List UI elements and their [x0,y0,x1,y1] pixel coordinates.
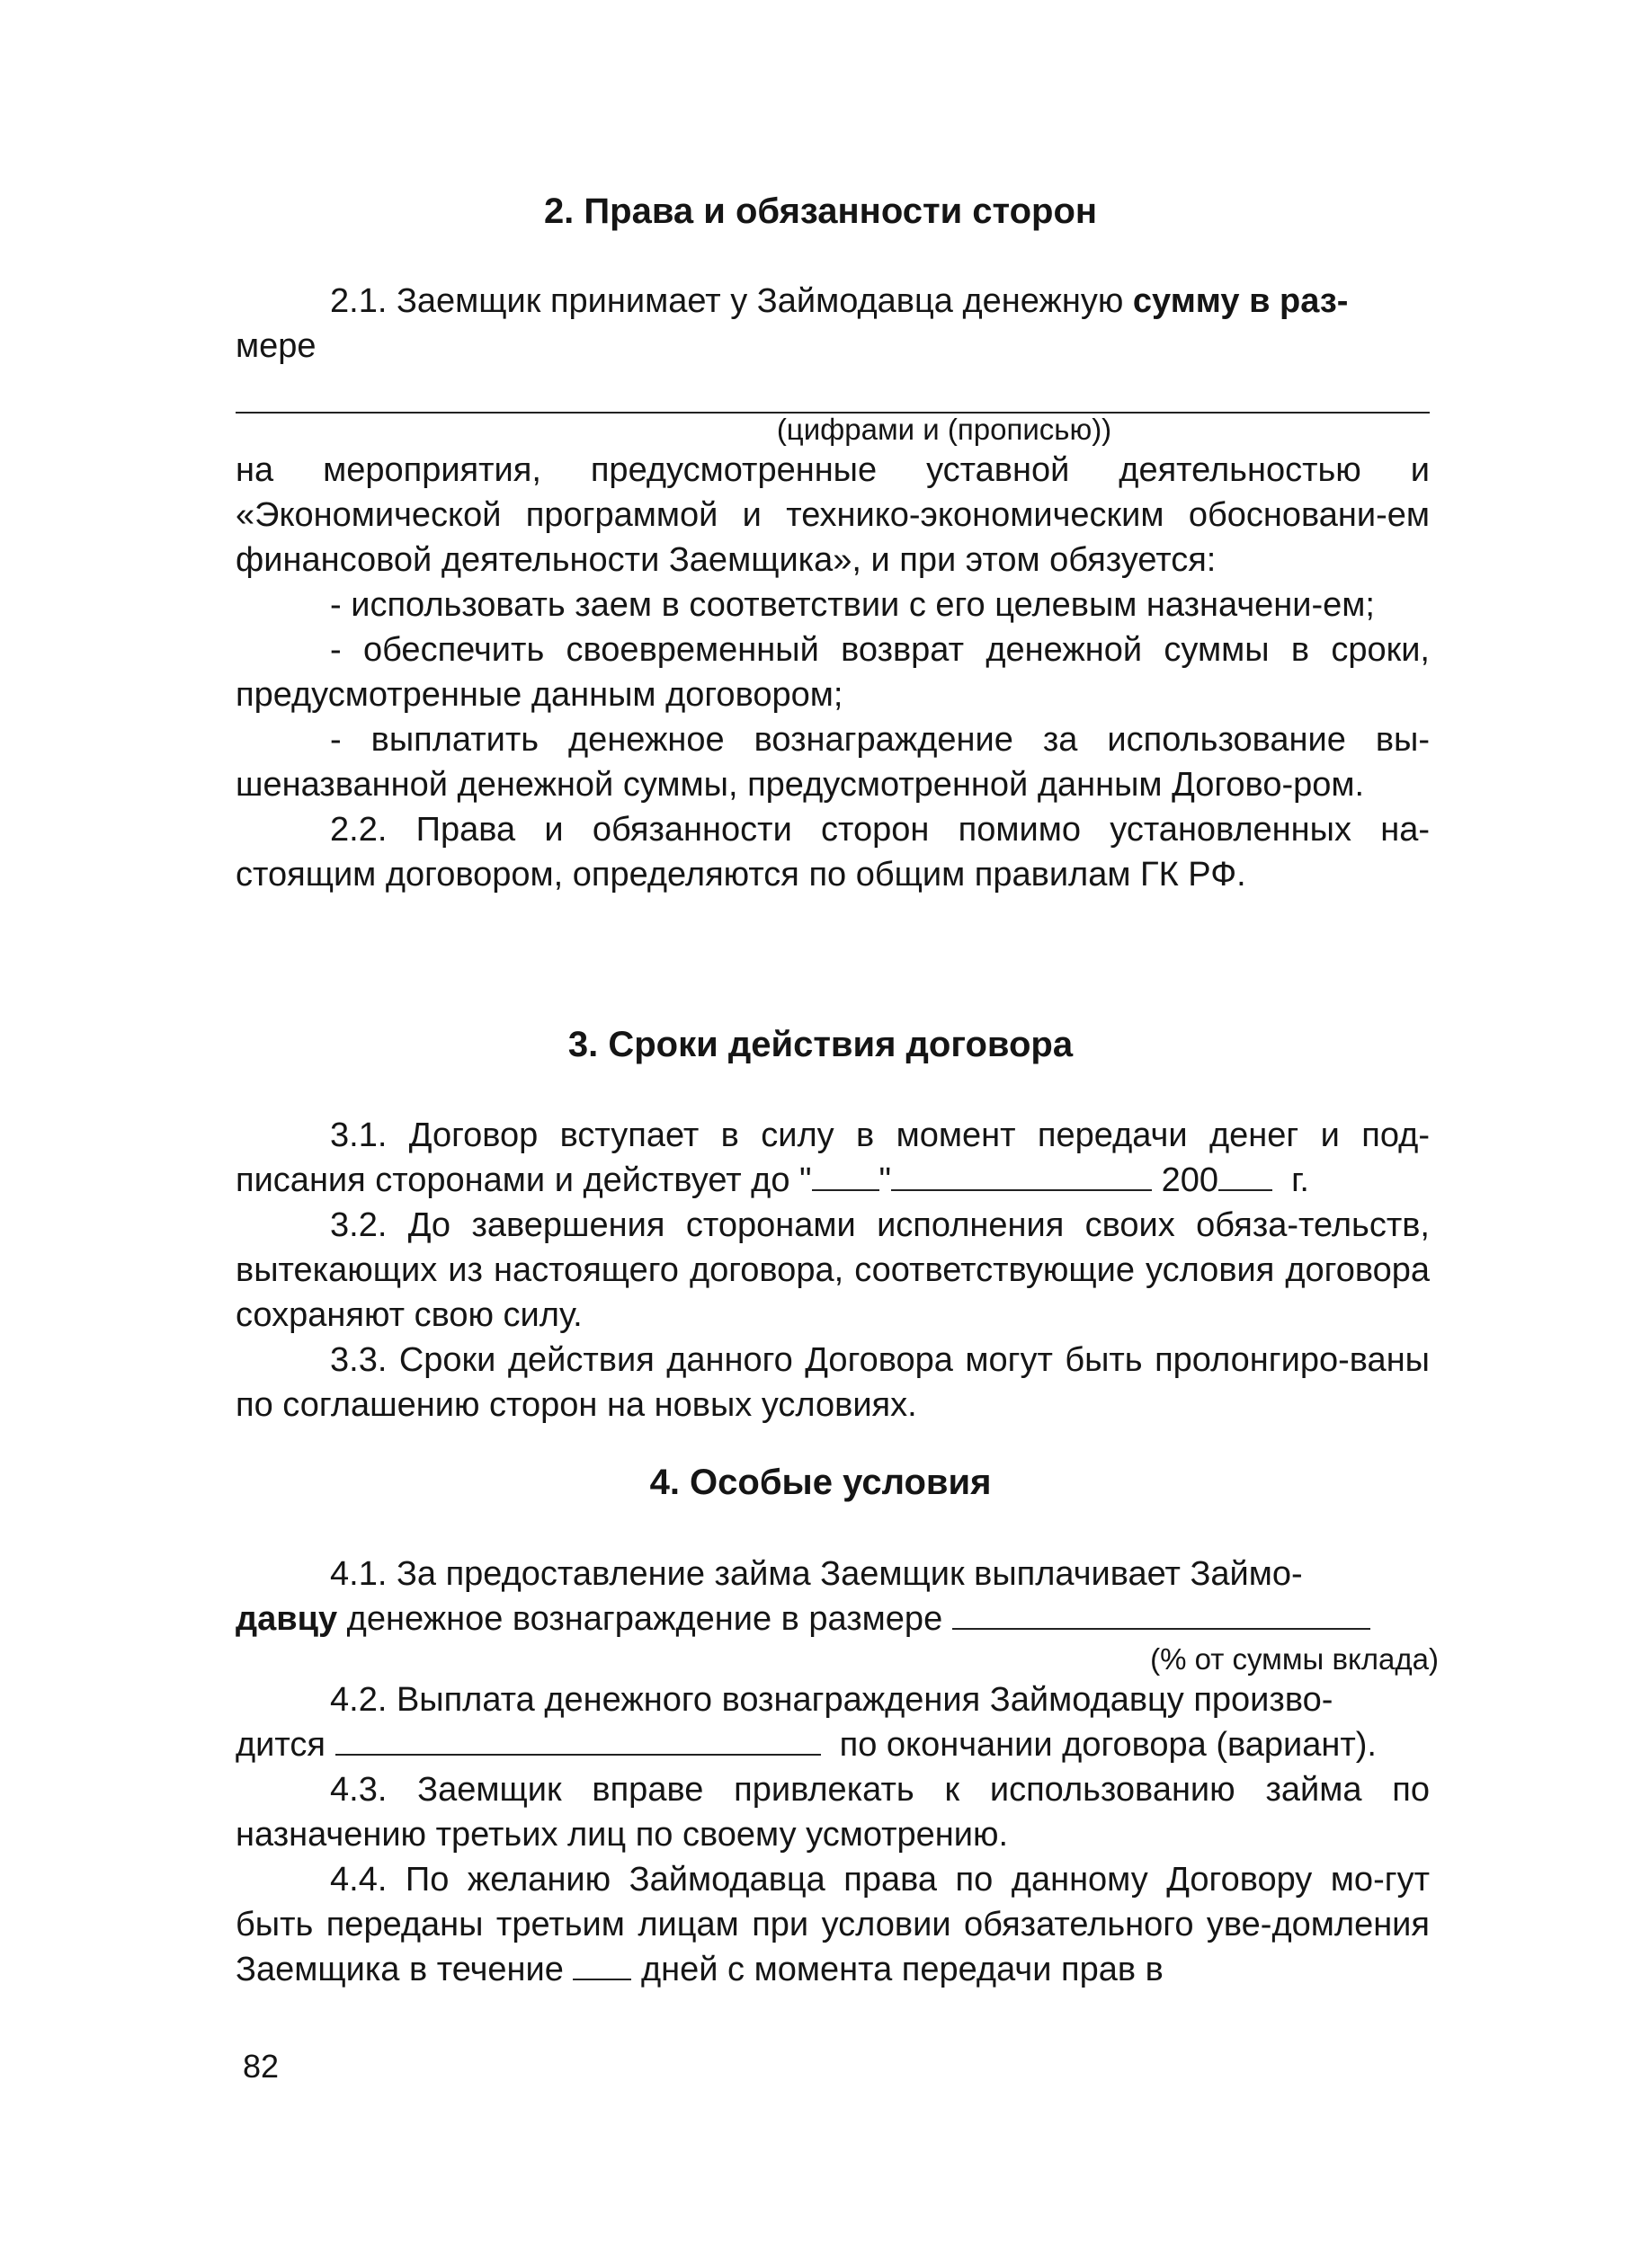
clause-2-1-text: 2.1. Заемщик принимает у Займодавца денежную [330,282,1133,320]
clause-2-1-cont: мере [236,327,317,365]
clause-2-2: 2.2. Права и обязанности сторон помимо установленных на-стоящим договором, определяются по общим правилам ГК РФ. [236,811,1430,894]
clause-4-2-end: по окончании договора (вариант). [839,1726,1377,1764]
clause-4-4 [236,1857,1430,1992]
month-blank [891,1159,1152,1191]
clause-4-3: 4.3. Заемщик вправе привлекать к использованию займа по назначению третьих лиц по своему усмотрению. [236,1771,1430,1854]
clause-4-2-text: 4.2. Выплата денежного вознаграждения Займодавцу произво- [330,1681,1333,1719]
days-blank [573,1948,631,1980]
year-blank [1218,1159,1272,1191]
clause-4-1-text: 4.1. За предоставление займа Заемщик выплачивает Займо- [330,1555,1303,1593]
obligation-item: - обеспечить своевременный возврат денежной суммы в сроки, предусмотренные данным договором; [236,631,1430,714]
clause-3-1 [236,1113,1430,1203]
clause-3-3: 3.3. Сроки действия данного Договора могут быть пролонгиро-ваны по соглашению сторон на новых условиях. [236,1341,1430,1424]
quote-mark: " [878,1161,892,1199]
clause-4-1 [236,1552,1430,1641]
reward-caption: (% от суммы вклада) [1150,1642,1439,1676]
reward-blank [952,1597,1370,1630]
clause-2-1-intro [236,279,1430,369]
obligation-item: - выплатить денежное вознаграждение за использование вы-шеназванной денежной суммы, предусмотренной данным Догово-ром. [236,721,1430,804]
clause-2-1-body: на мероприятия, предусмотренные уставной деятельностью и «Экономической программой и технико-экономическим обосновани-ем финансовой деятельности Заемщика», и при этом обязуется: [236,451,1430,579]
clause-3-1-text: 3.1. Договор вступает в силу в момент передачи денег и под-писания сторонами и действует до " [236,1116,1430,1199]
clause-2-1-bold: сумму в раз- [1132,282,1349,320]
year-prefix: 200 [1161,1161,1218,1199]
section-2-heading: 2. Права и обязанности сторон [543,191,1098,231]
section-2-body [236,448,1430,897]
amount-caption: (цифрами и (прописью)) [776,413,1112,446]
clause-4-2-cont: дится [236,1726,326,1764]
clause-4-2 [236,1677,1430,1767]
clause-4-4-end: дней с момента передачи прав в [640,1951,1164,1988]
section-3-heading: 3. Сроки действия договора [567,1025,1074,1064]
page-number: 82 [243,2048,280,2085]
obligation-item: - использовать заем в соответствии с его целевым назначени-ем; [330,586,1375,624]
clause-4-1-cont: денежное вознаграждение в размере [337,1600,943,1638]
year-suffix: г. [1291,1161,1309,1199]
clause-4-4-text: 4.4. По желанию Займодавца права по данному Договору мо-гут быть переданы третьим лицам при условии обязательного уве-домления Заемщика в течение [236,1861,1430,1988]
section-3-body [236,1113,1430,1428]
section-4-heading: 4. Особые условия [649,1463,992,1502]
payment-blank [335,1723,821,1756]
clause-4-1-bold: давцу [236,1600,338,1638]
day-blank [812,1159,879,1191]
section-4-body [236,1677,1430,1992]
clause-3-2: 3.2. До завершения сторонами исполнения своих обяза-тельств, вытекающих из настоящего договора, соответствующие условия договора сохраняют свою силу. [236,1206,1430,1334]
